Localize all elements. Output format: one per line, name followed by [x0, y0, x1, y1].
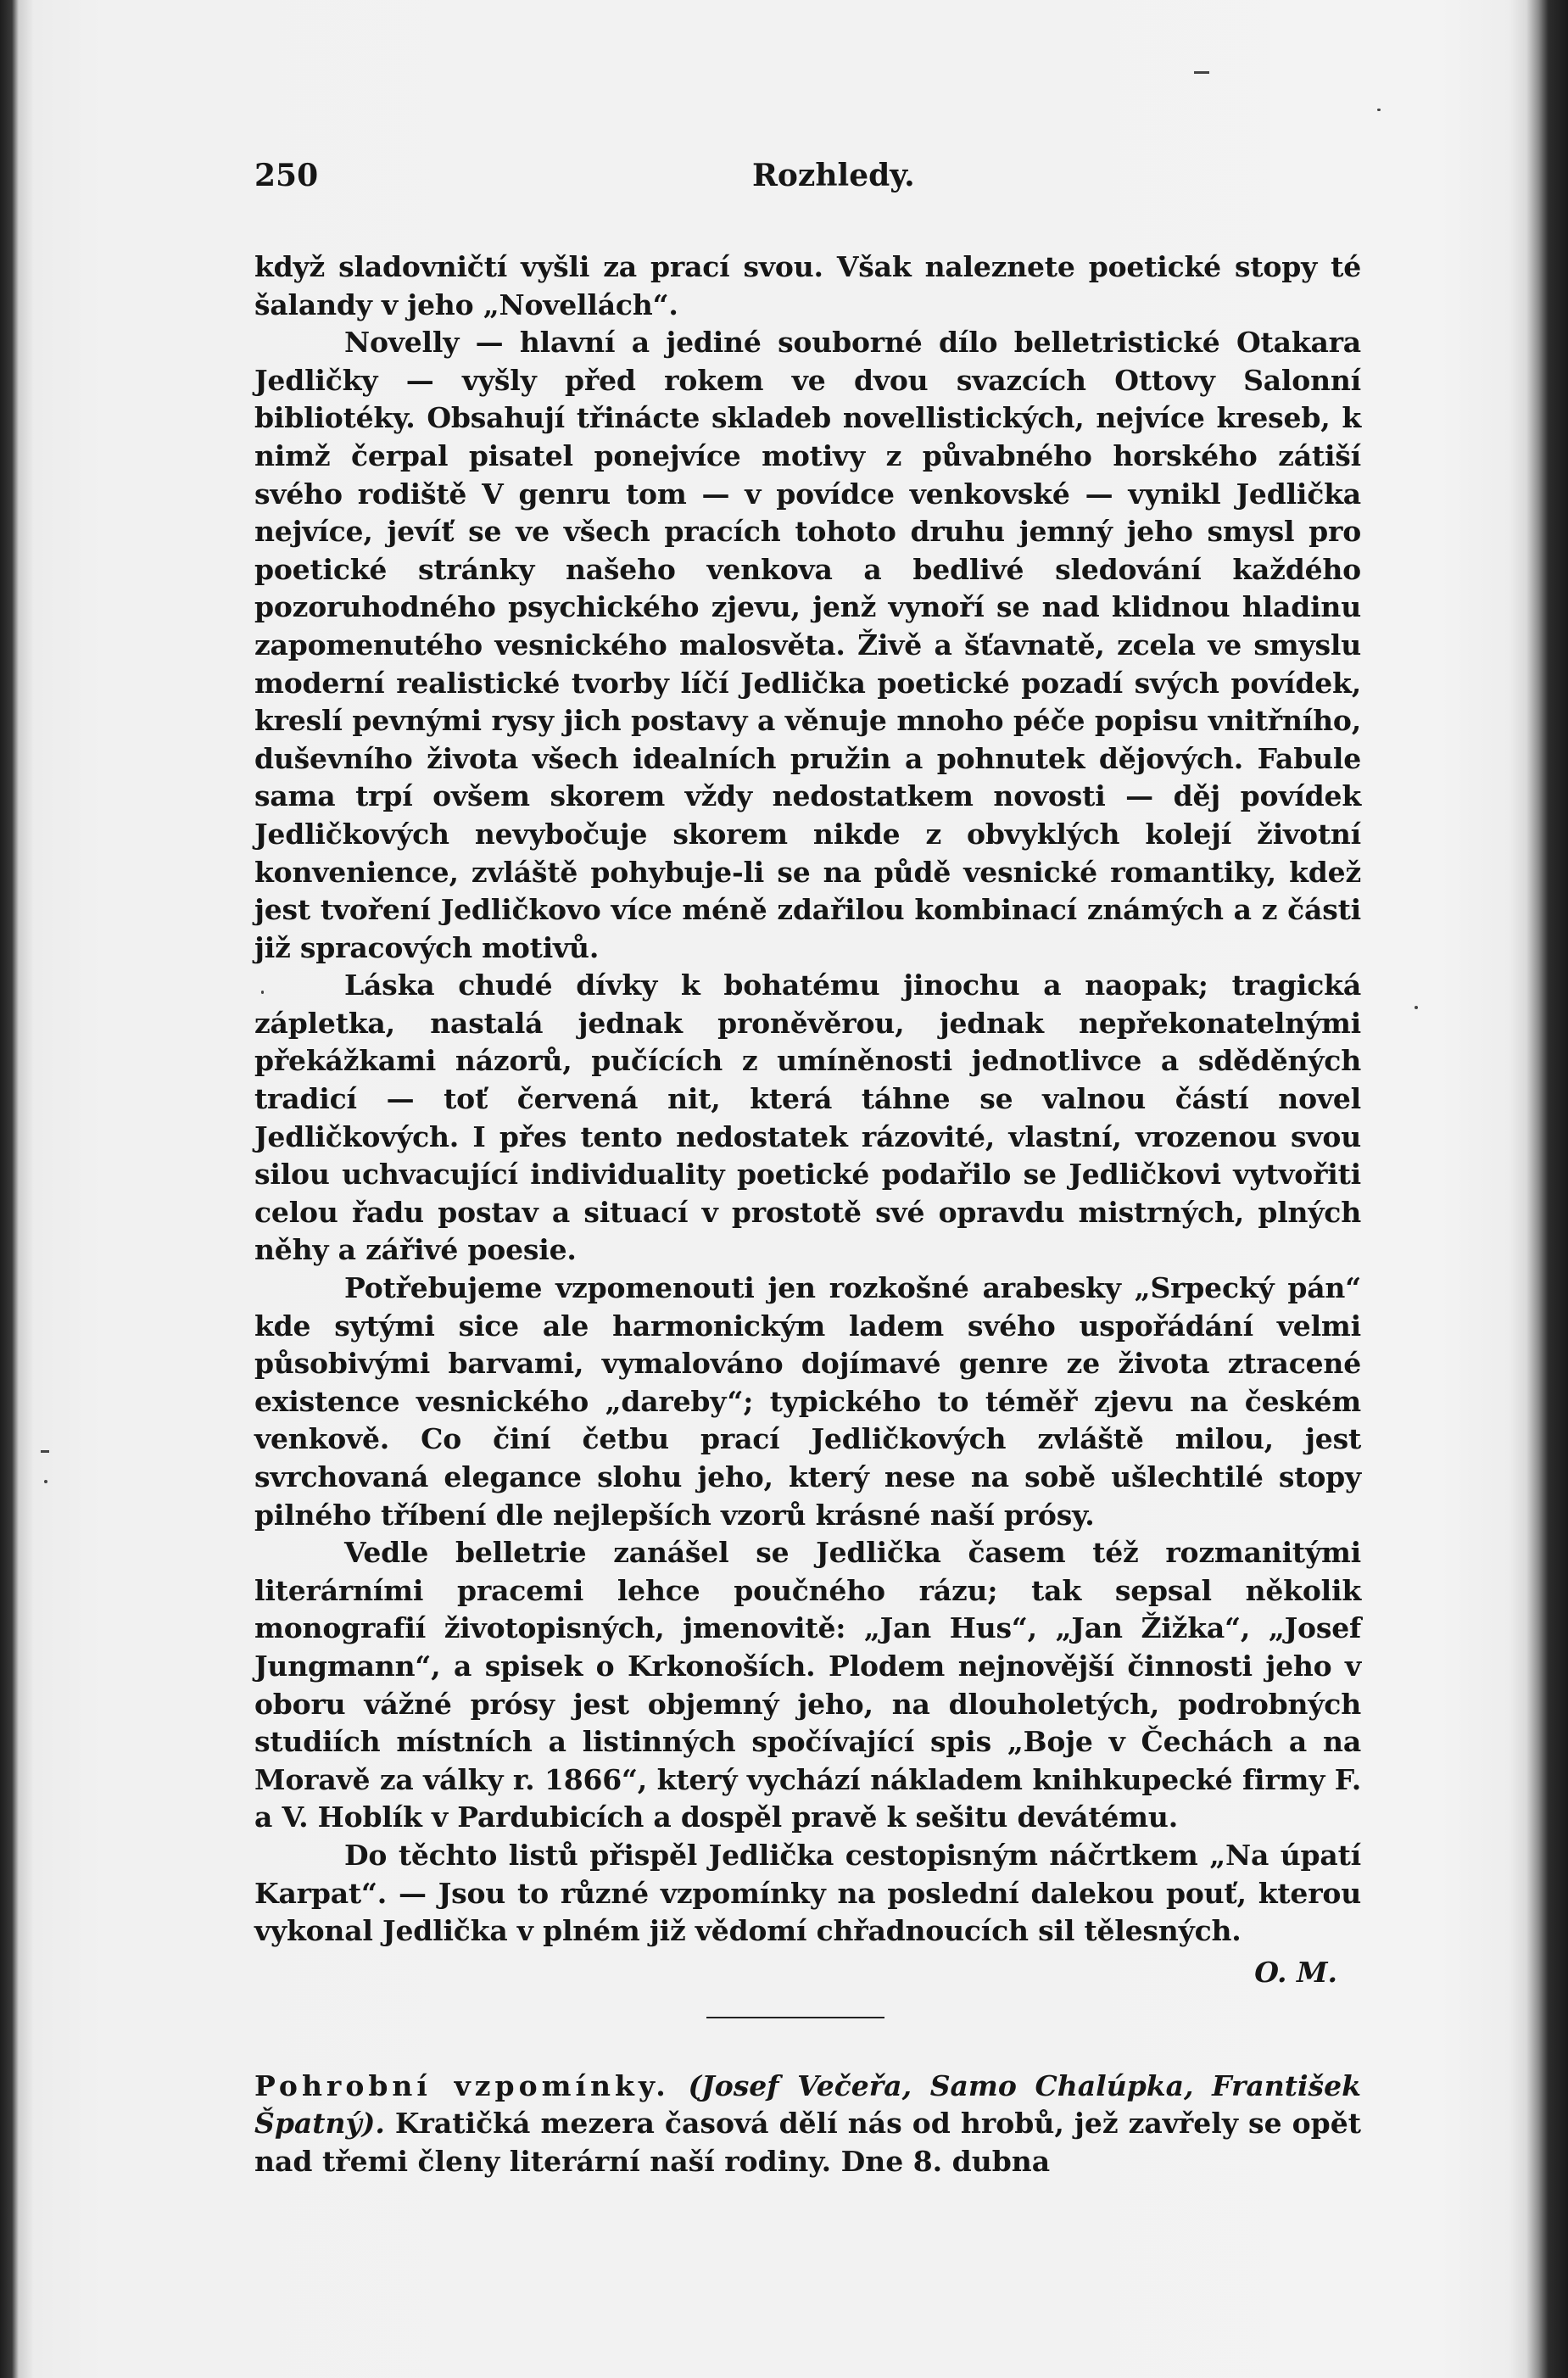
author-signature: O. M.	[1254, 1955, 1337, 1989]
paragraph: Vedle belletrie zanášel se Jedlička časem též rozmanitými literárními pracemi lehce poučného rázu; tak sepsal několik monografií životopisných, jmenovitě: „Jan Hus“, „Jan Žižka“, „Josef Jungmann“, a spisek o Krkonoších. Plodem nejnovější činnosti jeho v oboru vážné prósy jest objemný jeho, na dlouholetých, podrobných studiích místních a listinných spočívající spis „Boje v Čechách a na Moravě za války r. 1866“, který vychází nákladem knihkupecké firmy F. a V. Hoblík v Pardubicích a dospěl pravě k sešitu devátému.	[254, 1536, 1361, 1834]
page-number: 250	[254, 158, 319, 193]
scan-speck	[1415, 1006, 1418, 1009]
article-body	[254, 248, 1361, 1951]
paragraph: Potřebujeme vzpomenouti jen rozkošné arabesky „Srpecký pán“ kde sytými sice ale harmonickým ladem svého uspořádání velmi působivými barvami, vymalováno dojímavé genre ze života ztracené existence vesnického „dareby“; typického to téměř zjevu na českém venkově. Co činí četbu prací Jedličkových zvláště milou, jest svrchovaná elegance slohu jeho, který nese na sobě ušlechtilé stopy pilného tříbení dle nejlepších vzorů krásné naší prósy.	[254, 1271, 1361, 1532]
section-heading: Pohrobní vzpomínky.	[254, 2068, 670, 2102]
scan-speck	[41, 1450, 49, 1453]
section-text: Kratičká mezera časová dělí nás od hrobů, jež zavřely se opět nad třemi členy literární naší rodiny. Dne 8. dubna	[254, 2107, 1361, 2178]
book-page	[254, 158, 1361, 2181]
next-section	[254, 2068, 1361, 2181]
paragraph: když sladovničtí vyšli za prací svou. Však naleznete poetické stopy té šalandy v jeho „Novellách“.	[254, 250, 1361, 321]
scan-speck	[44, 1480, 47, 1483]
paragraph: Novelly — hlavní a jediné souborné dílo belletristické Otakara Jedličky — vyšly před rokem ve dvou svazcích Ottovy Salonní bibliotéky. Obsahují třináctе skladeb novellistických, nejvíce kreseb, k nimž čerpal pisatel ponejvíce motivy z půvabného horského zátiší svého rodiště V genru tom — v povídce venkovské — vynikl Jedlička nejvíce, jevíť se ve všech pracích tohoto druhu jemný jeho smysl pro poetické stránky našeho venkova a bedlivé sledování každého pozoruhodného psychického zjevu, jenž vynoří se nad klidnou hladinu zapomenutého vesnického malosvěta. Živě a šťavnatě, zcela ve smyslu moderní realistické tvorby líčí Jedlička poetické pozadí svých povídek, kreslí pevnými rysy jich postavy a věnuje mnoho péče popisu vnitřního, duševního života všech idealních pružin a pohnutek dějových. Fabule sama trpí ovšem skorem vždy nedostatkem novosti — děj povídek Jedličkových nevybočuje skorem nikde z obvyklých kolejí životní konvenience, zvláště pohybuje-li se na půdě vesnické romantiky, kdež jest tvoření Jedličkovo více méně zdařilou kombinací známých a z části již spracových motivů.	[254, 326, 1361, 964]
paragraph: Do těchto listů přispěl Jedlička cestopisným náčrtkem „Na úpatí Karpat“. — Jsou to různé vzpomínky na poslední dalekou pouť, kterou vykonal Jedlička v plném již vědomí chřadnoucích sil tělesných.	[254, 1838, 1361, 1948]
running-title: Rozhledy.	[752, 158, 915, 193]
paragraph: Láska chudé dívky k bohatému jinochu a naopak; tragická zápletka, nastalá jednak proněvěrou, jednak nepřekonatelnými překážkami názorů, pučících z umíněnosti jednotlivce a sděděných tradicí — toť červená nit, která táhne se valnou částí novel Jedličkových. I přes tento nedostatek rázovité, vlastní, vrozenou svou silou uchvacující individuality poetické podařilo se Jedličkovi vytvořiti celou řadu postav a situací v prostotě své opravdu mistrných, plných něhy a zářivé poesie.	[254, 969, 1361, 1267]
running-head	[254, 158, 1361, 209]
scan-speck	[1194, 71, 1209, 74]
scan-speck	[1377, 109, 1381, 111]
section-names: (Josef Večeřa, Samo Chalúpka, František Špatný).	[254, 2068, 1361, 2141]
section-divider	[706, 2017, 884, 2018]
